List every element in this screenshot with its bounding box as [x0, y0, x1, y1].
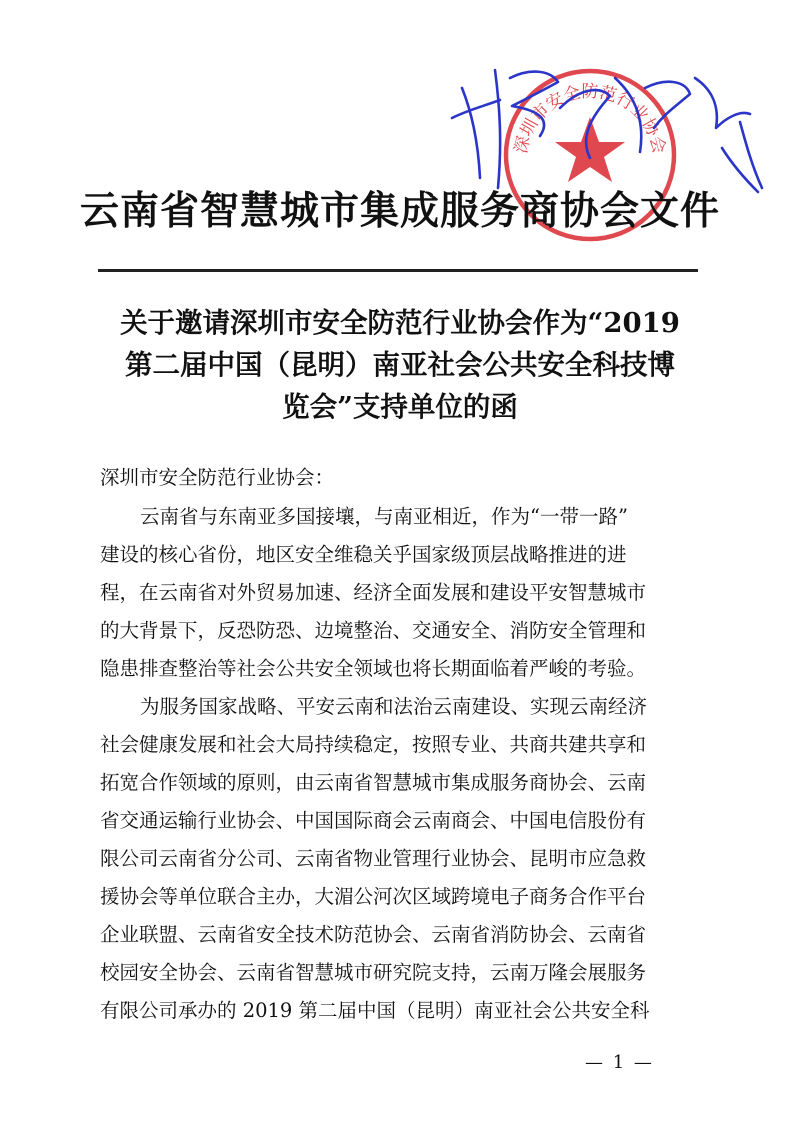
paragraph-line: 程，在云南省对外贸易加速、经济全面发展和建设平安智慧城市 [100, 581, 647, 604]
salutation: 深圳市安全防范行业协会： [100, 466, 335, 489]
header-divider-line [98, 269, 698, 272]
paragraph-line: 校园安全协会、云南省智慧城市研究院支持，云南万隆会展服务 [100, 961, 647, 984]
body-paragraph-1 [100, 498, 700, 688]
paragraph-line: 隐患排查整治等社会公共安全领域也将长期面临着严峻的考验。 [100, 657, 647, 680]
page-number: — 1 — [585, 1052, 654, 1073]
paragraph-line: 援协会等单位联合主办，大湄公河次区域跨境电子商务合作平台 [100, 885, 647, 908]
paragraph-line: 的大背景下，反恐防恐、边境整治、交通安全、消防安全管理和 [100, 619, 647, 642]
title-line: 第二届中国（昆明）南亚社会公共安全科技博 [125, 349, 675, 381]
title-line: 览会”支持单位的函 [282, 391, 518, 423]
body-paragraph-2 [100, 688, 700, 1030]
seal-ring-text: 深圳市安全防范行业协会 [511, 82, 669, 156]
paragraph-line: 社会健康发展和社会大局持续稳定，按照专业、共商共建共享和 [100, 733, 647, 756]
letter-title [90, 302, 710, 428]
paragraph-line: 拓宽合作领域的原则，由云南省智慧城市集成服务商协会、云南 [100, 771, 647, 794]
title-line: 关于邀请深圳市安全防范行业协会作为“2019 [120, 307, 680, 339]
document-header-title: 云南省智慧城市集成服务商协会文件 [79, 188, 720, 234]
paragraph-line: 为服务国家战略、平安云南和法治云南建设、实现云南经济 [140, 695, 648, 718]
paragraph-line: 企业联盟、云南省安全技术防范协会、云南省消防协会、云南省 [100, 923, 647, 946]
handwritten-signature [440, 48, 780, 198]
paragraph-line: 限公司云南省分公司、云南省物业管理行业协会、昆明市应急救 [100, 847, 647, 870]
paragraph-line: 云南省与东南亚多国接壤，与南亚相近，作为“一带一路” [140, 505, 628, 528]
paragraph-line: 建设的核心省份，地区安全维稳关乎国家级顶层战略推进的进 [100, 543, 627, 566]
paragraph-line: 省交通运输行业协会、中国国际商会云南商会、中国电信股份有 [100, 809, 647, 832]
paragraph-line: 有限公司承办的 2019 第二届中国（昆明）南亚社会公共安全科 [100, 999, 650, 1022]
